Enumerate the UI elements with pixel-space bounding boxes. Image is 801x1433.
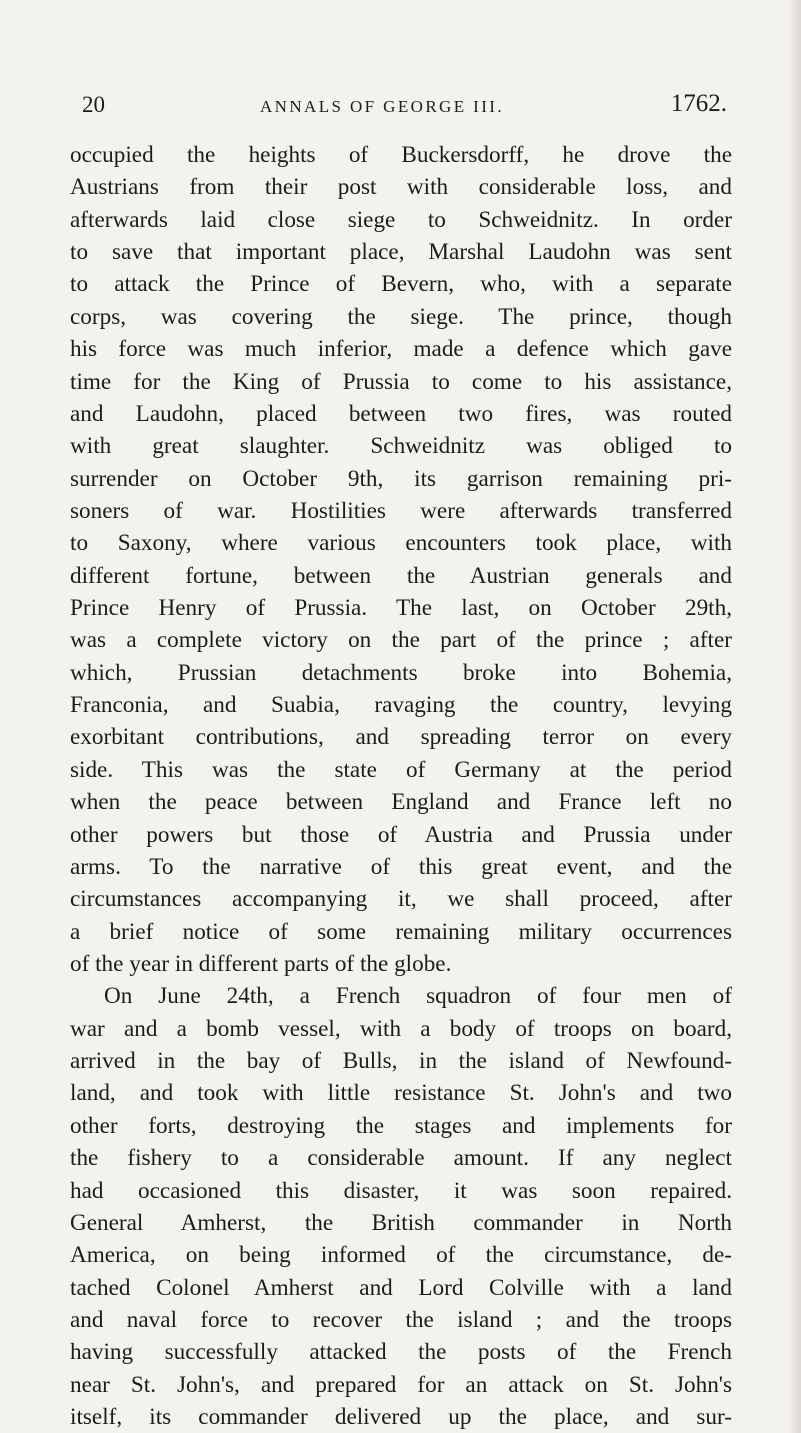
text-line: different fortune, between the Austrian generals and <box>70 562 732 589</box>
text-line: to attack the Prince of Bevern, who, with a separate <box>70 271 732 298</box>
text-line: of the year in different parts of the globe. <box>70 950 452 977</box>
text-line: Prince Henry of Prussia. The last, on October 29th, <box>70 595 732 622</box>
text-line: his force was much inferior, made a defence which gave <box>70 336 732 363</box>
running-head: ANNALS OF GEORGE III. <box>260 97 504 116</box>
text-line: arrived in the bay of Bulls, in the island of Newfound- <box>70 1048 732 1075</box>
text-line: afterwards laid close siege to Schweidnitz. In order <box>70 206 732 233</box>
page-header <box>82 84 727 124</box>
text-line: and Laudohn, placed between two fires, was routed <box>70 400 732 427</box>
text-line: Franconia, and Suabia, ravaging the country, levying <box>70 692 732 719</box>
text-line: other powers but those of Austria and Prussia under <box>70 821 732 848</box>
text-line: On June 24th, a French squadron of four men of <box>104 983 732 1010</box>
text-line: was a complete victory on the part of the prince ; after <box>70 627 732 654</box>
text-line: time for the King of Prussia to come to his assistance, <box>70 368 732 395</box>
text-line: arms. To the narrative of this great event, and the <box>70 853 732 880</box>
text-line: a brief notice of some remaining military occurrences <box>70 918 732 945</box>
text-line: which, Prussian detachments broke into Bohemia, <box>70 659 732 686</box>
text-line: near St. John's, and prepared for an attack on St. John's <box>70 1371 732 1398</box>
text-line: itself, its commander delivered up the place, and sur- <box>70 1404 732 1431</box>
text-line: Austrians from their post with considerable loss, and <box>70 174 732 201</box>
text-line: when the peace between England and France left no <box>70 789 732 816</box>
text-line: to Saxony, where various encounters took place, with <box>70 530 732 557</box>
text-line: surrender on October 9th, its garrison remaining pri- <box>70 465 732 492</box>
text-line: having successfully attacked the posts of the French <box>70 1339 732 1366</box>
text-line: General Amherst, the British commander in North <box>70 1209 732 1236</box>
text-line: occupied the heights of Buckersdorff, he drove the <box>70 142 732 168</box>
text-line: exorbitant contributions, and spreading terror on every <box>70 724 732 751</box>
text-line: the fishery to a considerable amount. If any neglect <box>70 1145 732 1172</box>
text-line: war and a bomb vessel, with a body of troops on board, <box>70 1015 732 1042</box>
page-edge-shadow <box>787 0 801 1433</box>
text-line: with great slaughter. Schweidnitz was obliged to <box>70 433 732 460</box>
text-line: circumstances accompanying it, we shall proceed, after <box>70 886 732 913</box>
text-line: to save that important place, Marshal Laudohn was sent <box>70 239 732 266</box>
text-line: soners of war. Hostilities were afterwards transferred <box>70 497 732 524</box>
page-number: 20 <box>82 92 105 117</box>
text-line: corps, was covering the siege. The prince, though <box>70 303 732 330</box>
text-line: land, and took with little resistance St. John's and two <box>70 1080 732 1107</box>
text-line: had occasioned this disaster, it was soon repaired. <box>70 1177 732 1204</box>
text-line: tached Colonel Amherst and Lord Colville with a land <box>70 1274 732 1301</box>
body-text <box>70 139 732 1433</box>
year-marker: 1762. <box>670 90 727 117</box>
text-line: other forts, destroying the stages and implements for <box>70 1112 732 1139</box>
text-line: and naval force to recover the island ; and the troops <box>70 1306 732 1333</box>
text-line: America, on being informed of the circumstance, de- <box>70 1242 732 1269</box>
text-line: side. This was the state of Germany at the period <box>70 756 732 783</box>
